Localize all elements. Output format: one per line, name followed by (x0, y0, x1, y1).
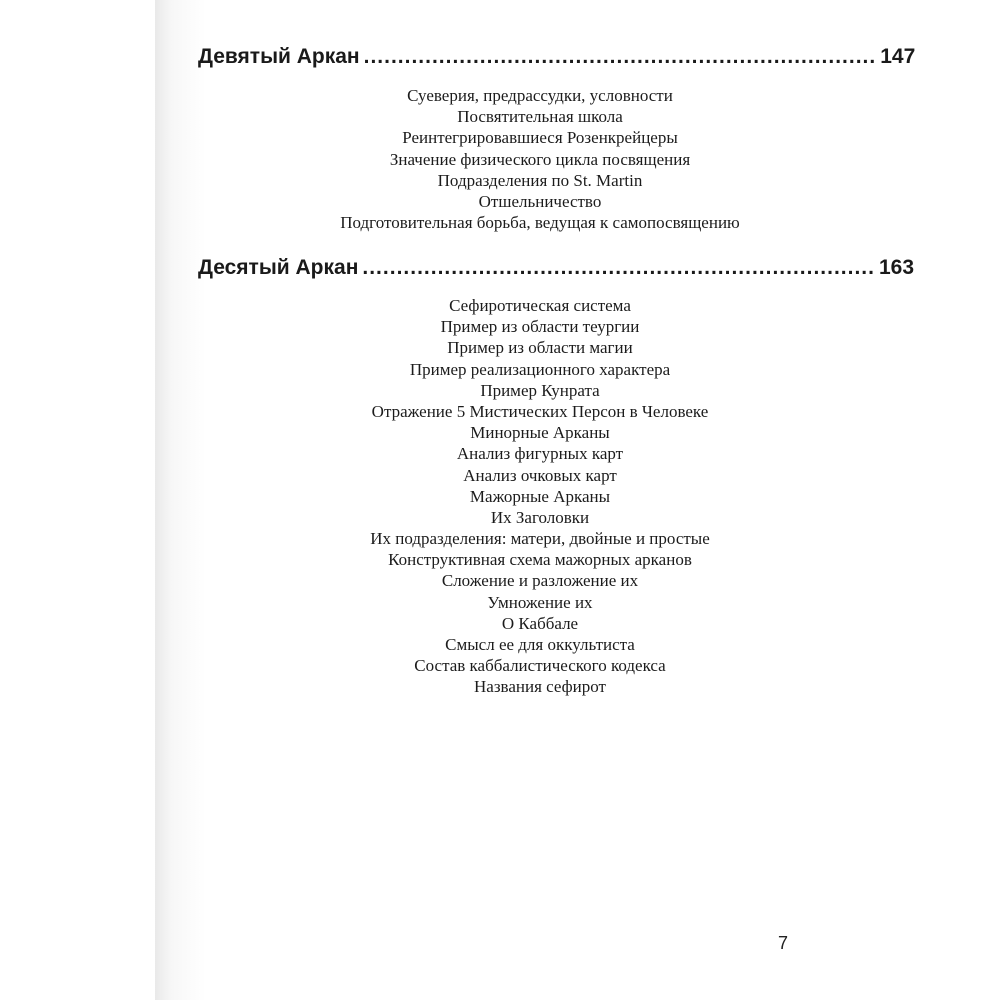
toc-entry[interactable]: Пример из области магии (447, 338, 633, 358)
toc-leader-dots: ........................................................................... (363, 45, 877, 68)
left-margin (0, 0, 155, 1000)
toc-entry[interactable]: Умножение их (487, 592, 593, 612)
toc-entry[interactable]: Их Заголовки (490, 507, 590, 527)
toc-entry[interactable]: Сложение и разложение их (441, 571, 639, 591)
toc-entry[interactable]: Реинтегрировавшиеся Розенкрейцеры (402, 128, 678, 148)
toc-entry[interactable]: Отшельничество (478, 191, 602, 211)
toc-entry[interactable]: Названия сефирот (474, 677, 606, 697)
toc-entry[interactable]: Отражение 5 Мистических Персон в Человеке (371, 401, 709, 421)
toc-entry[interactable]: Пример Кунрата (480, 380, 600, 400)
toc-heading-ninth-arcanum[interactable] (198, 45, 916, 69)
toc-entry[interactable]: Сефиротическая система (449, 296, 631, 315)
toc-entry[interactable]: Подготовительная борьба, ведущая к самопосвящению (340, 213, 740, 233)
toc-leader-dots: ........................................................................... (362, 256, 875, 279)
toc-entry[interactable]: Конструктивная схема мажорных арканов (388, 550, 692, 570)
toc-entry[interactable]: Суеверия, предрассудки, условности (407, 86, 673, 105)
toc-entry[interactable]: Состав каббалистического кодекса (414, 656, 666, 676)
toc-entry[interactable]: Пример из области теургии (440, 317, 640, 337)
toc-entry[interactable]: Их подразделения: матери, двойные и простые (370, 529, 710, 549)
toc-heading-title: Десятый Аркан (198, 256, 359, 279)
toc-page-number: 147 (880, 45, 916, 68)
toc-entry[interactable]: Минорные Арканы (470, 423, 610, 443)
page-number: 7 (778, 933, 789, 953)
toc-entry[interactable]: Смысл ее для оккультиста (445, 635, 635, 654)
toc-entry[interactable]: О Каббале (501, 613, 579, 633)
toc-heading-tenth-arcanum[interactable] (198, 256, 915, 280)
toc-entry[interactable]: Анализ очковых карт (463, 465, 617, 485)
toc-page-number: 163 (878, 256, 915, 279)
toc-entry[interactable]: Значение физического цикла посвящения (389, 149, 691, 169)
toc-entry[interactable]: Подразделения по St. Martin (437, 170, 643, 190)
toc-entries-tenth-arcanum (200, 295, 880, 698)
toc-entry[interactable]: Пример реализационного характера (409, 359, 671, 379)
toc-heading-title: Девятый Аркан (198, 45, 360, 68)
toc-entry[interactable]: Мажорные Арканы (469, 486, 611, 506)
toc-entries-ninth-arcanum (200, 85, 880, 233)
toc-entry[interactable]: Анализ фигурных карт (456, 444, 624, 464)
toc-entry[interactable]: Посвятительная школа (457, 107, 623, 127)
